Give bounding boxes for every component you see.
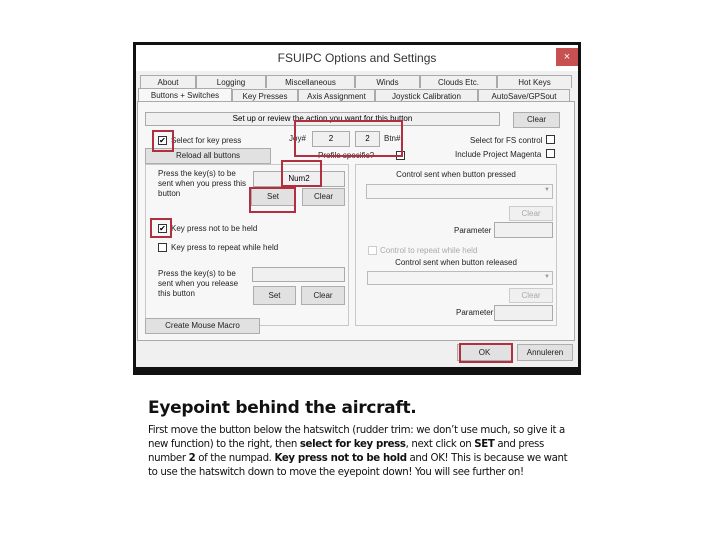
- joy-field[interactable]: 2: [312, 131, 350, 147]
- parameter2-label: Parameter: [456, 308, 494, 317]
- set-button[interactable]: Set: [251, 188, 295, 206]
- tab-buttons-switches[interactable]: Buttons + Switches: [138, 88, 232, 102]
- bold-text: select for key press: [299, 439, 406, 450]
- release-keys-field[interactable]: [252, 267, 345, 282]
- press-keys-label: Press the key(s) to be sent when you press this button: [158, 169, 247, 198]
- cancel-button[interactable]: Annuleren: [517, 344, 573, 361]
- tab-miscellaneous[interactable]: Miscellaneous: [266, 75, 355, 88]
- bold-text: SET: [474, 439, 495, 450]
- tab-about[interactable]: About: [140, 75, 196, 88]
- tab-logging[interactable]: Logging: [196, 75, 266, 88]
- profile-specific-checkbox[interactable]: [396, 151, 405, 160]
- text: of the numpad.: [195, 453, 275, 464]
- clear-press-button[interactable]: Clear: [302, 188, 345, 206]
- clear-release-button[interactable]: Clear: [301, 286, 345, 305]
- bold-text: Key press not to be hold: [274, 453, 407, 464]
- title-bar: FSUIPC Options and Settings: [136, 45, 578, 71]
- close-button[interactable]: ×: [556, 48, 578, 66]
- parameter2-field[interactable]: [494, 305, 553, 321]
- instruction-box: Set up or review the action you want for this button: [145, 112, 500, 126]
- select-key-press-checkbox[interactable]: ✔: [159, 136, 166, 145]
- tab-key-presses[interactable]: Key Presses: [232, 89, 298, 102]
- control-repeat-checkbox[interactable]: [368, 246, 377, 255]
- tab-winds[interactable]: Winds: [355, 75, 420, 88]
- control-repeat-label: Control to repeat while held: [380, 246, 478, 255]
- profile-specific-label: Profile specific?: [318, 151, 375, 160]
- text: and press number: [148, 439, 544, 464]
- press-keys-field[interactable]: Num2: [253, 171, 345, 187]
- tab-autosave[interactable]: AutoSave/GPSout: [478, 89, 570, 102]
- doc-title: Eyepoint behind the aircraft.: [148, 398, 417, 418]
- select-key-press-label: Select for key press: [171, 136, 242, 145]
- tab-joystick-calibration[interactable]: Joystick Calibration: [375, 89, 478, 102]
- parameter1-label: Parameter: [454, 226, 492, 235]
- clear-control-pressed-button[interactable]: Clear: [509, 206, 553, 221]
- chevron-down-icon: ▼: [544, 187, 550, 193]
- bold-text: 2: [188, 453, 196, 464]
- text: and OK! This is because we want to use the hatswitch down to move the eyepoint down! You will see further on!: [148, 453, 568, 478]
- clear-all-button[interactable]: Clear: [513, 112, 560, 128]
- not-held-label: Key press not to be held: [171, 224, 258, 233]
- release-keys-label: Press the key(s) to be sent when you release this button: [158, 269, 239, 298]
- chevron-down-icon: ▼: [544, 274, 550, 280]
- joy-label: Joy#: [289, 134, 306, 143]
- not-held-checkbox[interactable]: ✔: [159, 224, 166, 233]
- control-released-dropdown[interactable]: [367, 271, 553, 285]
- create-mouse-macro-button[interactable]: Create Mouse Macro: [145, 318, 260, 334]
- text: , next click on: [405, 439, 475, 450]
- reload-buttons-button[interactable]: Reload all buttons: [145, 148, 271, 164]
- tab-clouds[interactable]: Clouds Etc.: [420, 75, 497, 88]
- control-pressed-label: Control sent when button pressed: [396, 170, 516, 179]
- repeat-checkbox[interactable]: [158, 243, 167, 252]
- ok-button[interactable]: OK: [457, 344, 512, 361]
- btn-field[interactable]: 2: [355, 131, 380, 147]
- select-fs-control-checkbox[interactable]: [546, 135, 555, 144]
- control-pressed-dropdown[interactable]: [366, 184, 553, 199]
- parameter1-field[interactable]: [494, 222, 553, 238]
- text: First move the button below the hatswitch (rudder trim: we don’t use much, so give it a new function) to the right, then: [148, 425, 565, 450]
- tab-axis-assignment[interactable]: Axis Assignment: [298, 89, 375, 102]
- control-released-label: Control sent when button released: [395, 258, 517, 267]
- include-pm-checkbox[interactable]: [546, 149, 555, 158]
- repeat-label: Key press to repeat while held: [171, 243, 279, 252]
- include-pm-label: Include Project Magenta: [455, 150, 542, 159]
- select-fs-control-label: Select for FS control: [470, 136, 543, 145]
- clear-control-released-button[interactable]: Clear: [509, 288, 553, 303]
- set-release-button[interactable]: Set: [253, 286, 296, 305]
- btn-label: Btn#: [384, 134, 401, 143]
- tab-hot-keys[interactable]: Hot Keys: [497, 75, 572, 88]
- doc-paragraph: [148, 424, 568, 480]
